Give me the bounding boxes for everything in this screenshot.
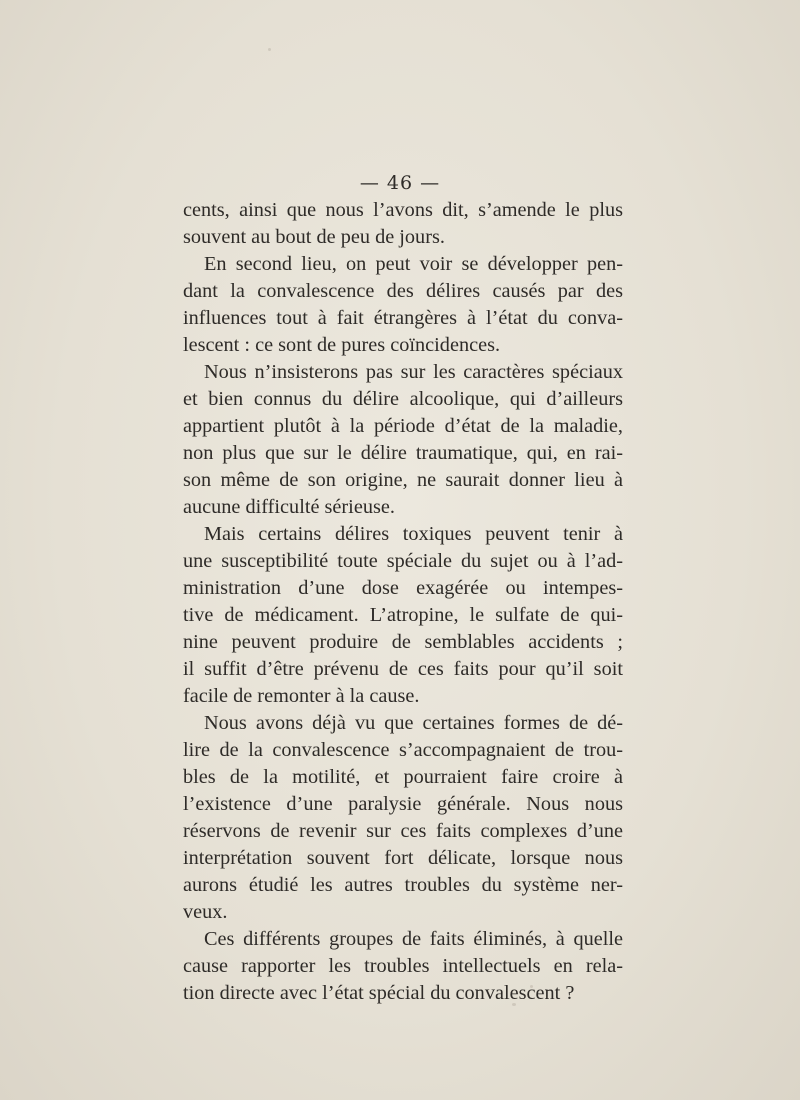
- text-line: non plus que sur le délire traumatique, qui, en rai-: [183, 442, 623, 464]
- text-line: cents, ainsi que nous l’avons dit, s’amende le plus: [183, 199, 623, 221]
- text-line: souvent au bout de peu de jours.: [183, 226, 445, 248]
- text-line: En second lieu, on peut voir se développer pen-: [204, 253, 623, 275]
- body-text: [183, 197, 623, 1007]
- text-line: dant la convalescence des délires causés par des: [183, 280, 623, 302]
- text-line: et bien connus du délire alcoolique, qui d’ailleurs: [183, 388, 623, 410]
- text-line: aurons étudié les autres troubles du système ner-: [183, 874, 623, 896]
- text-line: tive de médicament. L’atropine, le sulfate de qui-: [183, 604, 623, 626]
- text-line: tion directe avec l’état spécial du convalescent ?: [183, 982, 575, 1004]
- text-line: appartient plutôt à la période d’état de la maladie,: [183, 415, 623, 437]
- text-line: influences tout à fait étrangères à l’état du conva-: [183, 307, 623, 329]
- paper-spot: [268, 48, 271, 51]
- text-line: nine peuvent produire de semblables accidents ;: [183, 631, 623, 653]
- text-line: ministration d’une dose exagérée ou intempes-: [183, 577, 623, 599]
- text-line: cause rapporter les troubles intellectuels en rela-: [183, 955, 623, 977]
- text-line: lescent : ce sont de pures coïncidences.: [183, 334, 501, 356]
- text-line: il suffit d’être prévenu de ces faits pour qu’il soit: [183, 658, 623, 680]
- text-line: Mais certains délires toxiques peuvent tenir à: [204, 523, 623, 545]
- text-line: l’existence d’une paralysie générale. Nous nous: [183, 793, 623, 815]
- text-line: réservons de revenir sur ces faits complexes d’une: [183, 820, 623, 842]
- text-line: aucune difficulté sérieuse.: [183, 496, 395, 518]
- text-line: bles de la motilité, et pourraient faire croire à: [183, 766, 623, 788]
- text-line: son même de son origine, ne saurait donner lieu à: [183, 469, 623, 491]
- text-line: facile de remonter à la cause.: [183, 685, 420, 707]
- text-line: Nous n’insisterons pas sur les caractères spéciaux: [204, 361, 623, 383]
- text-line: Nous avons déjà vu que certaines formes de dé-: [204, 712, 623, 734]
- text-line: une susceptibilité toute spéciale du sujet ou à l’ad-: [183, 550, 623, 572]
- text-line: Ces différents groupes de faits éliminés, à quelle: [204, 928, 623, 950]
- text-line: veux.: [183, 901, 228, 923]
- page-number: — 46 —: [359, 172, 441, 194]
- text-line: interprétation souvent fort délicate, lorsque nous: [183, 847, 623, 869]
- text-line: lire de la convalescence s’accompagnaient de trou-: [183, 739, 623, 761]
